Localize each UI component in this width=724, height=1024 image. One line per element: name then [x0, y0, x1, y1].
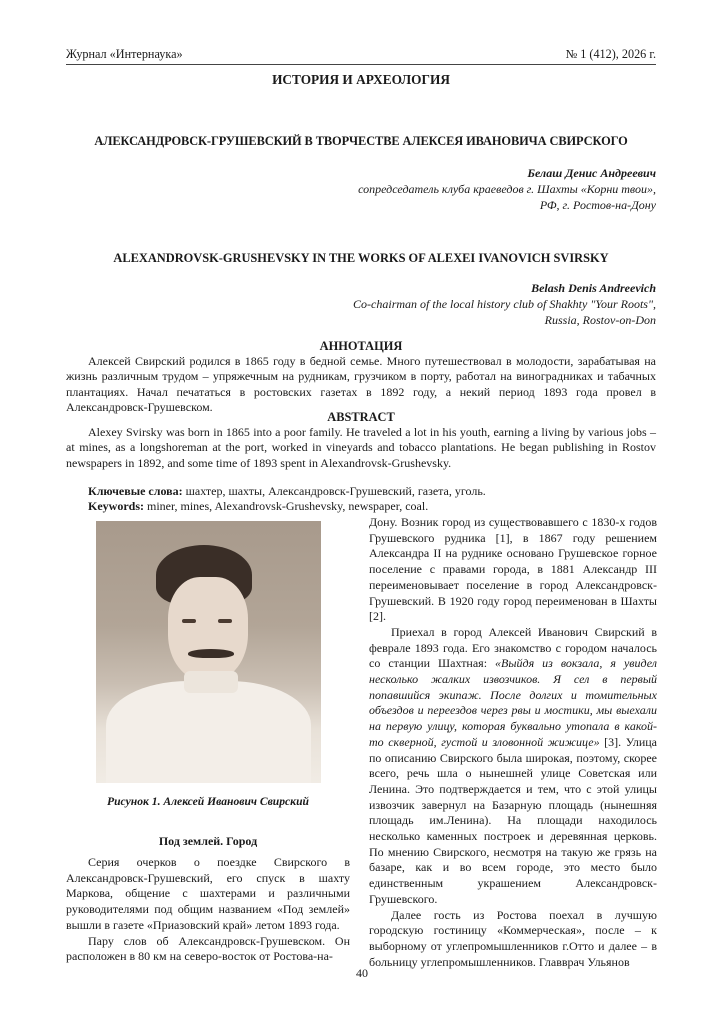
subheading: Под землей. Город [158, 834, 258, 848]
issue-number: № 1 (412), 2026 г. [565, 47, 656, 61]
paragraph: Приехал в город Алексей Иванович Свирский в феврале 1893 года. Его знакомство с городом началось со станции Шахтная: «Выйдя из вокзала, я увидел несколько жалких извозчиков. Я сел в первый попавшийся экипаж. После долгих и томительных объездов и переездов через рвы и мостики, мы выехали на первую улицу, которая буквально утопала в какой-то скверной, густой и зловонной жижице» [3]. Улица по описанию Свирского была широкая, поэтому, скорее всего, речь шла о нынешней улице Советская или Ленина. Это подтверждается и тем, что с этой улицы извозчик завернул на Базарную площадь (нынешняя площадь им.Ленина). На площади находилось несколько каменных построек и деревянная церковь. По мнению Свирского, несмотря на такую же грязь на базаре, как и во всем городе, это место было единственным украшением Александровск-Грушевского. [369, 624, 657, 906]
paragraph: Серия очерков о поездке Свирского в Александровск-Грушевский, его спуск в шахту Маркова, общение с шахтерами и различными руководителями под общим названием «Под землей» вышли в газете «Приазовский край» летом 1893 года. [66, 855, 350, 932]
paragraph: Дону. Возник город из существовавшего с 1830-х годов Грушевского рудника [1], в 1867 году решением Александра II на руднике основано Грушевское горное поселение с правами города, в 1881 Александр III переименовывает поселение в город Александровск-Грушевский. В 1920 году город переименован в Шахты [2]. [369, 515, 657, 624]
right-column [369, 515, 657, 970]
article-title-ru: АЛЕКСАНДРОВСК-ГРУШЕВСКИЙ В ТВОРЧЕСТВЕ АЛЕКСЕЯ ИВАНОВИЧА СВИРСКОГО [94, 134, 628, 148]
abstract-section [66, 410, 656, 471]
author-affiliation-ru-2: РФ, г. Ростов-на-Дону [539, 198, 656, 212]
left-body [66, 855, 350, 965]
author-block-ru [66, 165, 656, 213]
author-name-en: Belash Denis Andreevich [531, 281, 656, 295]
author-name-ru: Белаш Денис Андреевич [527, 166, 656, 180]
left-column [66, 515, 350, 965]
keywords-ru-text: шахтер, шахты, Александровск-Грушевский, газета, уголь. [182, 484, 486, 498]
annotation-section [66, 339, 656, 416]
author-affiliation-en-2: Russia, Rostov-on-Don [544, 313, 656, 327]
running-header [66, 46, 656, 65]
right-body [369, 515, 657, 970]
author-affiliation-en-1: Co-chairman of the local history club of Shakhty "Your Roots", [353, 297, 656, 311]
section-title: ИСТОРИЯ И АРХЕОЛОГИЯ [272, 72, 450, 87]
abstract-text: Alexey Svirsky was born in 1865 into a poor family. He traveled a lot in his youth, earning a living by various jobs – at mines, as a longshoreman at the port, worked in vineyards and tobacco plantations. He began publishing in Rostov newspapers in 1892, and some time of 1893 spent in Alexandrovsk-Grushevsky. [66, 425, 656, 470]
keywords-en-label: Keywords: [88, 499, 144, 514]
paragraph: Далее гость из Ростова поехал в лучшую городскую гостиницу «Коммерческая», после – к выборному от углепромышленников г.Отто и далее – в больницу углепромышленников. Главврач Ульянов [369, 907, 657, 969]
keywords-en-text: miner, mines, Alexandrovsk-Grushevsky, newspaper, coal. [144, 499, 429, 514]
keywords-ru [66, 484, 656, 499]
keywords-en [66, 499, 656, 514]
author-affiliation-ru-1: сопредседатель клуба краеведов г. Шахты «Корни твои», [358, 182, 656, 196]
article-title-en: ALEXANDROVSK-GRUSHEVSKY IN THE WORKS OF ALEXEI IVANOVICH SVIRSKY [113, 251, 609, 265]
figure-caption: Рисунок 1. Алексей Иванович Свирский [107, 795, 309, 808]
portrait-photo [96, 521, 321, 783]
quote: «Выйдя из вокзала, я увидел несколько жалких извозчиков. Я сел в первый попавшийся экипаж. После долгих и томительных объездов и переездов через рвы и мостики, мы выехали на первую улицу, которая буквально утопала в какой-то скверной, густой и зловонной жижице» [369, 656, 657, 749]
page-number: 40 [356, 966, 368, 980]
annotation-text: Алексей Свирский родился в 1865 году в бедной семье. Много путешествовал в молодости, зарабатывая на жизнь различным трудом – упряжечным на рудникам, грузчиком в порту, работал на виноградниках и табачных плантациях. Начал печататься в ростовских газетах в 1892 году, а некий период 1893 года провел в Александровск-Грушевском. [66, 354, 656, 415]
journal-name: Журнал «Интернаука» [66, 47, 183, 61]
keywords-ru-label: Ключевые слова: [88, 484, 183, 498]
author-block-en [66, 280, 656, 328]
keywords-section [66, 484, 656, 515]
abstract-heading: ABSTRACT [327, 410, 395, 424]
annotation-heading: АННОТАЦИЯ [319, 339, 403, 353]
paragraph: Пару слов об Александровск-Грушевском. Он расположен в 80 км на северо-восток от Ростова-на- [66, 933, 350, 964]
